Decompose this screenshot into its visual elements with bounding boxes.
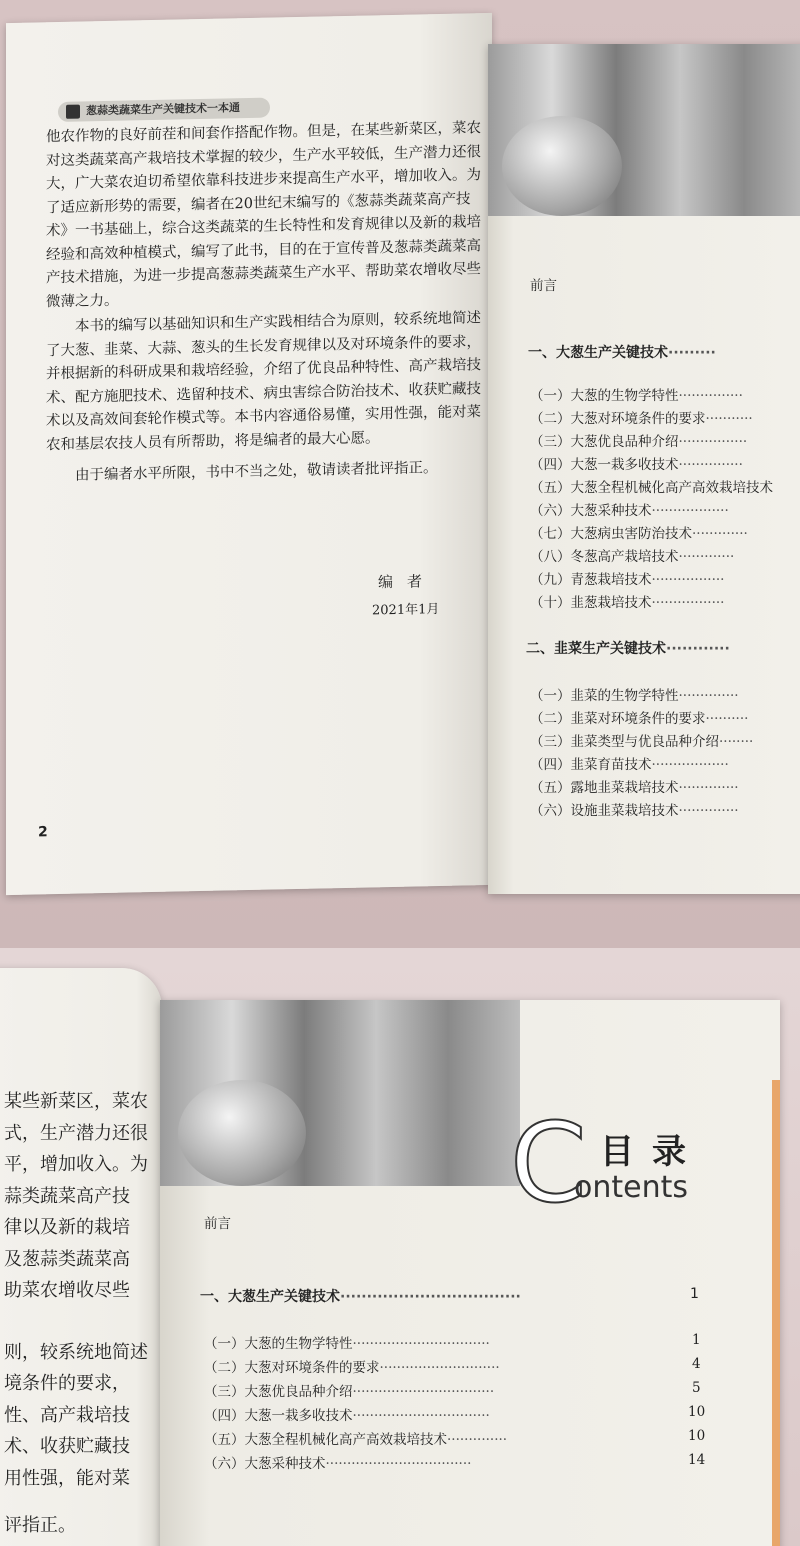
toc-section-label: 二、韭菜生产关键技术	[526, 641, 666, 657]
toc-item: （十）韭葱栽培技术·················	[530, 595, 725, 611]
toc-item-label: （二）大葱对环境条件的要求	[204, 1360, 380, 1376]
text-fragment: 则，较系统地简述	[4, 1341, 148, 1363]
preface-paragraph: 他农作物的良好前茬和间套作搭配作物。但是，在某些新菜区，菜农对这类蔬菜高产栽培技术掌握的较少，生产水平较低，生产潜力还很大，广大菜农迫切希望依靠科技进步来提高生产水平，增加收入。为了适应新形势的需要，编者在20世纪末编写的《葱蒜类蔬菜高产技术》一书基础上，综合这类蔬菜的生长特性和发育规律以及新的栽培经验和高效种植模式，编写了此书，目的在于宣传普及葱蒜类蔬菜高产技术措施，为进一步提高葱蒜类蔬菜生产水平、帮助菜农增收尽些微薄之力。	[46, 120, 481, 310]
toc-item-label: （八）冬葱高产栽培技术	[530, 549, 679, 565]
toc-item: （四）大葱一栽多收技术································ 10	[204, 1404, 706, 1424]
toc-item: （六）大葱采种技术··················	[530, 503, 729, 519]
text-fragment: 用性强，能对菜	[4, 1467, 130, 1489]
toc-item: （九）青葱栽培技术·················	[530, 572, 725, 588]
toc-item: （二）大葱对环境条件的要求···········	[530, 411, 753, 427]
toc-item: （八）冬葱高产栽培技术·············	[530, 549, 735, 565]
toc-item: （五）露地韭菜栽培技术··············	[530, 780, 739, 796]
right-book-page	[160, 1000, 780, 1546]
toc-item: （四）大葱一栽多收技术···············	[530, 457, 743, 473]
bottom-photo	[0, 948, 800, 1546]
toc-item-label: （四）韭菜育苗技术	[530, 757, 652, 773]
garlic-photo-banner	[488, 44, 800, 216]
toc-page-number: 10	[688, 1428, 706, 1444]
toc-item: （二）大葱对环境条件的要求···························· 4	[204, 1356, 701, 1376]
toc-section-title: 一、大葱生产关键技术·········	[528, 345, 716, 361]
toc-item-label: （六）大葱采种技术	[204, 1456, 326, 1472]
toc-item-label: （四）大葱一栽多收技术	[204, 1408, 353, 1424]
toc-item: （三）大葱优良品种介绍················	[530, 434, 748, 450]
toc-page-number: 4	[692, 1356, 701, 1372]
text-fragment: 平，增加收入。为	[4, 1154, 148, 1175]
toc-item-label: （四）大葱一栽多收技术	[530, 457, 679, 473]
toc-item: （三）大葱优良品种介绍································· 5	[204, 1380, 701, 1400]
toc-item: （六）大葱采种技术·································· 14	[204, 1452, 706, 1472]
toc-item-label: （三）大葱优良品种介绍	[204, 1384, 353, 1400]
toc-item-label: （五）露地韭菜栽培技术	[530, 780, 679, 796]
toc-preface: 前言	[530, 278, 557, 294]
toc-section-title: 二、韭菜生产关键技术············	[526, 641, 730, 657]
text-fragment: 某些新菜区，菜农	[4, 1091, 148, 1112]
toc-item-label: （七）大葱病虫害防治技术	[530, 526, 692, 542]
contents-word: ontents	[574, 1170, 688, 1205]
toc-item: （一）大葱的生物学特性···············	[530, 388, 743, 404]
toc-page-number: 1	[692, 1332, 701, 1348]
garlic-photo-banner	[160, 1000, 520, 1186]
toc-item: （三）韭菜类型与优良品种介绍········	[530, 734, 754, 750]
toc-section-label: 一、大葱生产关键技术	[200, 1289, 340, 1305]
preface-paragraph: 本书的编写以基础知识和生产实践相结合为原则，较系统地简述了大葱、韭菜、大蒜、葱头的生长发育规律以及对环境条件的要求，并根据新的科研成果和栽培经验，介绍了优良品种特性、高产栽培技术、配方施肥技术、选留种技术、病虫害综合防治技术、收获贮藏技术以及高效间套轮作模式等。本书内容通俗易懂，实用性强，能对菜农和基层农技人员有所帮助，将是编者的最大心愿。	[46, 310, 481, 453]
left-book-page-fragment	[0, 968, 162, 1546]
toc-page-number: 10	[688, 1404, 706, 1420]
preface-paragraph: 由于编者水平所限，书中不当之处，敬请读者批评指正。	[75, 460, 438, 484]
toc-item-label: （三）韭菜类型与优良品种介绍	[530, 734, 719, 750]
text-fragment: 及葱蒜类蔬菜高	[4, 1248, 130, 1270]
left-page-fragments	[4, 1086, 148, 1542]
toc-item: （二）韭菜对环境条件的要求··········	[530, 711, 749, 727]
toc-item-label: （六）设施韭菜栽培技术	[530, 803, 679, 819]
left-book-page	[6, 13, 492, 895]
text-fragment: 术、收获贮藏技	[4, 1436, 130, 1457]
text-fragment: 蒜类蔬菜高产技	[4, 1185, 130, 1207]
running-header	[58, 98, 270, 122]
toc-item: （六）设施韭菜栽培技术··············	[530, 803, 739, 819]
text-fragment: 律以及新的栽培	[4, 1217, 130, 1238]
toc-item: （一）大葱的生物学特性································ 1	[204, 1332, 701, 1352]
contents-c-letter: C	[510, 1099, 587, 1227]
text-fragment: 式，生产潜力还很	[4, 1122, 148, 1144]
toc-item: （五）大葱全程机械化高产高效栽培技术·············· 10	[204, 1428, 706, 1448]
toc-item-label: （一）韭菜的生物学特性	[530, 688, 679, 704]
toc-item	[530, 476, 773, 496]
page-number: 2	[38, 824, 48, 841]
toc-section-label: 一、大葱生产关键技术	[528, 345, 668, 361]
text-fragment: 性、高产栽培技	[4, 1404, 130, 1426]
toc-item-label: （五）大葱全程机械化高产高效栽培技术	[530, 480, 773, 496]
toc-item-label: （九）青葱栽培技术	[530, 572, 652, 588]
toc-preface: 前言	[204, 1216, 231, 1232]
signature: 编者	[378, 572, 437, 592]
garlic-bulb	[178, 1080, 306, 1186]
text-fragment: 助菜农增收尽些	[4, 1280, 130, 1301]
toc-item: （四）韭菜育苗技术··················	[530, 757, 729, 773]
preface-text	[46, 117, 486, 489]
toc-item-label: （二）韭菜对环境条件的要求	[530, 711, 706, 727]
toc-item-label: （一）大葱的生物学特性	[204, 1336, 353, 1352]
page-edge	[772, 1080, 780, 1546]
signature-date: 2021年1月	[372, 602, 440, 619]
text-fragment: 评指正。	[4, 1515, 76, 1536]
right-book-page	[488, 44, 800, 894]
text-fragment: 境条件的要求，	[4, 1373, 130, 1394]
toc-item: （一）韭菜的生物学特性··············	[530, 688, 739, 704]
book-icon	[66, 105, 80, 119]
toc-section-title: 一、大葱生产关键技术·································· 1	[200, 1286, 699, 1305]
toc-page-number: 1	[690, 1286, 699, 1302]
toc-item: （七）大葱病虫害防治技术·············	[530, 526, 748, 542]
toc-item-label: （三）大葱优良品种介绍	[530, 434, 679, 450]
garlic-bulb	[502, 116, 622, 216]
toc-page-number: 14	[688, 1452, 706, 1468]
toc-item-label: （六）大葱采种技术	[530, 503, 652, 519]
toc-item-label: （十）韭葱栽培技术	[530, 595, 652, 611]
toc-item-label: （五）大葱全程机械化高产高效栽培技术	[204, 1432, 447, 1448]
toc-item-label: （二）大葱对环境条件的要求	[530, 411, 706, 427]
toc-item-label: （一）大葱的生物学特性	[530, 388, 679, 404]
toc-page-number: 5	[692, 1380, 701, 1396]
toc-heading: 目录	[600, 1132, 704, 1172]
running-header-text: 葱蒜类蔬菜生产关键技术一本通	[86, 101, 240, 118]
